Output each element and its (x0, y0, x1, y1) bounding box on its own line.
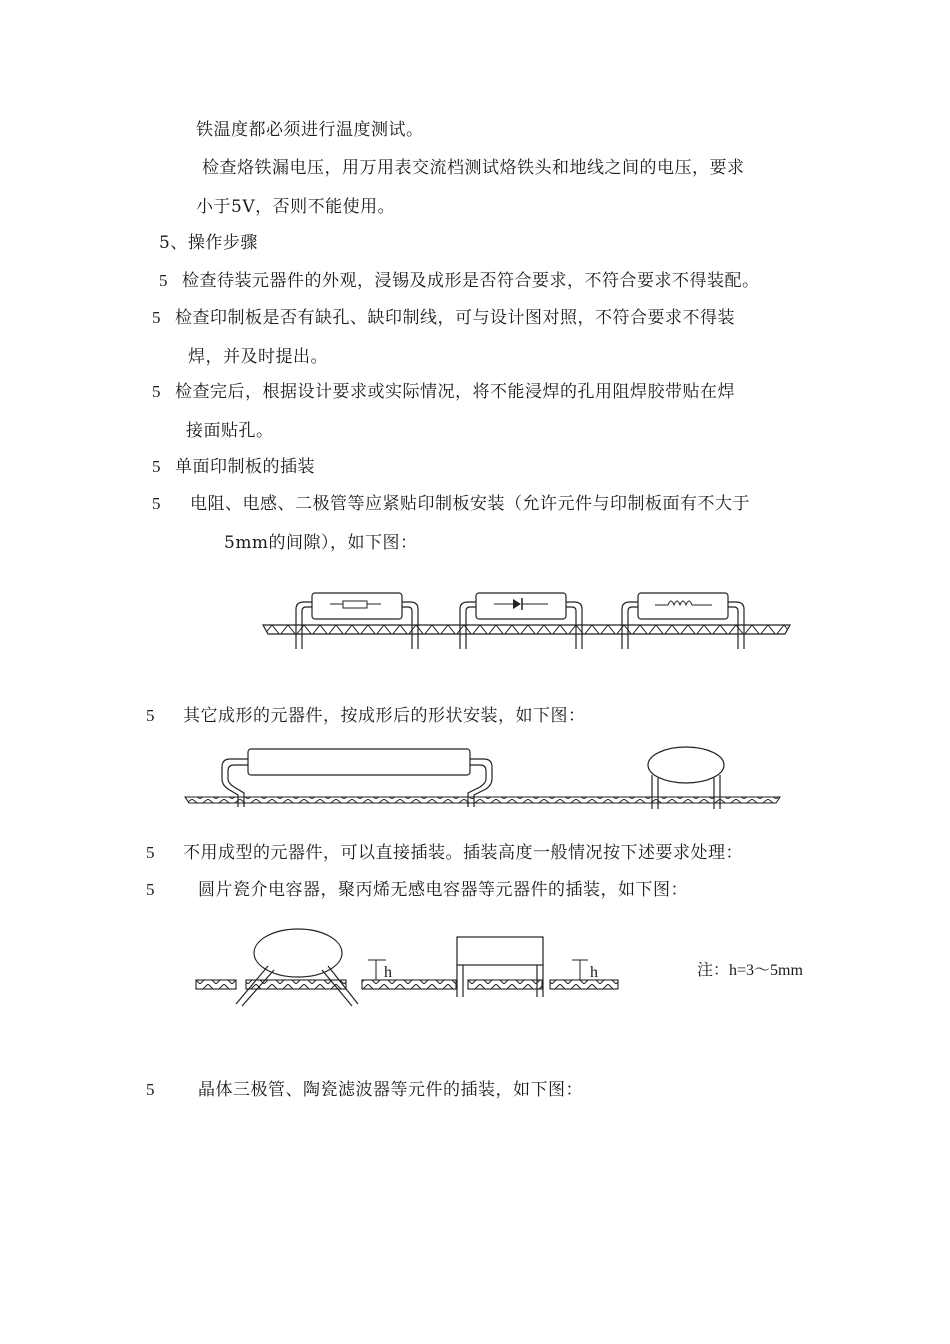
section-heading: 5、操作步骤 (159, 233, 258, 253)
item-number: 5 (152, 457, 161, 476)
paragraph-line: 焊，并及时提出。 (188, 347, 328, 367)
paragraph-line: 检查印制板是否有缺孔、缺印制线，可与设计图对照，不符合要求不得装 (175, 308, 735, 328)
height-label-h2: h (590, 964, 598, 981)
figure-axial-components (0, 585, 950, 665)
paragraph-line: 检查待装元器件的外观，浸锡及成形是否符合要求，不符合要求不得装配。 (182, 271, 760, 291)
height-note: 注：h=3～5mm (697, 962, 803, 979)
height-label-h1: h (384, 964, 392, 981)
paragraph-line: 单面印制板的插装 (175, 457, 315, 477)
item-number: 5 (146, 880, 155, 899)
paragraph-line: 不用成型的元器件，可以直接插装。插装高度一般情况按下述要求处理： (183, 843, 743, 863)
paragraph-line: 检查完后，根据设计要求或实际情况，将不能浸焊的孔用阻焊胶带贴在焊 (175, 382, 735, 402)
paragraph-line: 检查烙铁漏电压，用万用表交流档测试烙铁头和地线之间的电压，要求 (202, 158, 745, 178)
paragraph-line: 圆片瓷介电容器，聚丙烯无感电容器等元器件的插装，如下图： (198, 880, 688, 900)
figure-formed-components (0, 745, 950, 815)
item-number: 5 (146, 706, 155, 725)
item-number: 5 (146, 843, 155, 862)
paragraph-line: 接面贴孔。 (186, 421, 274, 441)
paragraph-line: 晶体三极管、陶瓷滤波器等元件的插装，如下图： (198, 1080, 583, 1100)
figure-capacitor-height (0, 920, 950, 1020)
item-number: 5 (159, 271, 168, 290)
item-number: 5 (152, 382, 161, 401)
paragraph-line: 小于5V，否则不能使用。 (196, 197, 396, 217)
item-number: 5 (146, 1080, 155, 1099)
paragraph-line: 其它成形的元器件，按成形后的形状安装，如下图： (183, 706, 586, 726)
paragraph-line: 铁温度都必须进行温度测试。 (196, 120, 424, 140)
paragraph-line: 5mm的间隙），如下图： (224, 533, 418, 553)
item-number: 5 (152, 308, 161, 327)
paragraph-line: 电阻、电感、二极管等应紧贴印制板安装（允许元件与印制板面有不大于 (190, 494, 750, 514)
item-number: 5 (152, 494, 161, 513)
